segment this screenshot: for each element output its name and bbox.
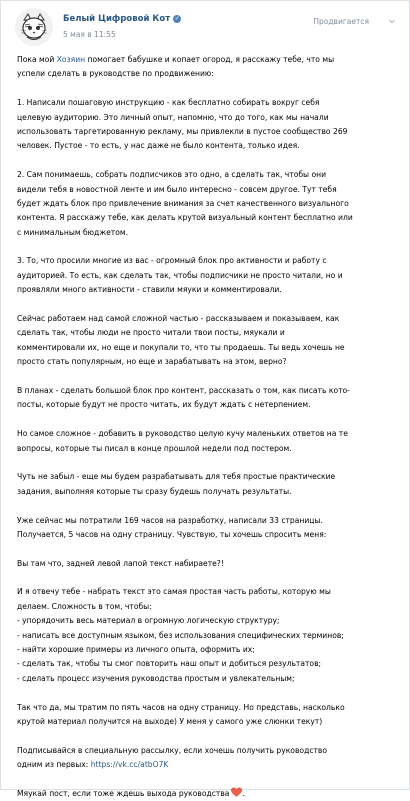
text-line: Но самое сложное - добавить в руководство целую кучу маленьких ответов на те [17,429,348,439]
text-line: человек. Пустое - то есть, у нас даже не было контента, только идея. [17,141,300,151]
heart-icon [231,787,245,798]
text-line: Уже сейчас мы потратили 169 часов на разработку, написали 33 страницы. [17,515,323,525]
text-line: В планах - сделать большой блок про контент, рассказать о том, как писать кото- [17,385,350,395]
text-line: крутой материал получится на выходе) У меня у самого уже слюнки текут) [17,716,323,726]
text-line: контента. Я расскажу тебе, как делать крутой визуальный контент бесплатно или [17,213,353,223]
avatar[interactable] [15,8,53,46]
text-line: Получается, 5 часов на одну страницу. Чувствую, ты хочешь спросить меня: [17,529,327,539]
text-line: - написать все доступным языком, без использования специфических терминов; [17,630,344,640]
text-line: проявляли много активности - ставили мяуки и комментировали. [17,285,282,295]
text-line: Подписывайся в специальную рассылку, если хочешь получить руководство [17,745,328,755]
author-name[interactable] [63,14,181,24]
chevron-down-icon[interactable]: ⌄ [386,12,398,27]
text-line: 3. То, что просили многие из вас - огромный блок про активности и работу с [17,256,327,266]
text-line: задания, выполняя которые ты сразу будешь получать результаты. [17,486,292,496]
post-text [17,53,397,801]
text-line: вопросы, которые ты писал в конце прошлой недели под постером. [17,443,292,453]
text-line: - сделать процесс изучения руководства простым и увлекательным; [17,673,295,683]
text-line: 1. Написали пошаговую инструкцию - как бесплатно собирать вокруг себя [17,98,320,108]
cat-logo-icon [15,8,53,46]
text-line-part: одним из первых: [17,760,91,770]
text-line: с минимальным бюджетом. [17,227,129,237]
text-line: Сейчас работаем над самой сложной частью - рассказываем и показываем, как [17,314,340,324]
text-line [17,787,397,801]
text-line: будет ждать блок про привлечение внимания за счет качественного визуального [17,198,349,208]
text-line: делаем. Сложность в том, чтобы: [17,601,152,611]
text-line [17,53,397,67]
text-line: сделать так, чтобы люди не просто читали твои посты, мяукали и [17,328,285,338]
text-line: Вы там что, задней левой лапой текст набираете?! [17,558,224,568]
text-line: - сделать так, чтобы ты смог повторить наш опыт и добиться результатов; [17,659,322,669]
promoted-label: Продвигается [313,17,369,26]
text-line: Чуть не забыл - еще мы будем разрабатывать для тебя простые практические [17,472,336,482]
author-name-text[interactable]: Белый Цифровой Кот [63,14,171,24]
text-line: успели сделать в руководстве по продвижению: [17,69,214,79]
text-line: - упорядочить весь материал в огромную логическую структуру; [17,616,280,626]
subscribe-link[interactable]: https://vk.cc/atbO7K [90,760,169,770]
text-line-part: Пока мой [17,55,57,64]
text-line: - найти хорошие примеры из личного опыта, оформить их; [17,645,255,655]
verified-icon: ✓ [174,15,180,22]
post-header [1,1,409,47]
text-line-part: помогает бабушке и копает огород, я расскажу тебе, что мы [85,55,335,64]
text-line-part: . [242,788,245,798]
text-line [17,758,397,772]
text-line: комментировали их, но еще и покупали то, что ты продаешь. Ты ведь хочешь не [17,342,345,352]
text-line: 2. Сам понимаешь, собрать подписчиков это одно, а сделать так, чтобы они [17,170,327,180]
text-line: целевую аудиторию. Это личный опыт, напомню, что до того, как мы начали [17,112,329,122]
post-date[interactable]: 5 мая в 11:55 [63,30,116,39]
text-line: посты, которые будут не просто читать, их будут ждать с нетерпением. [17,400,311,410]
text-line: просто стать популярным, но еще и зарабатывать на этом, верно? [17,357,287,367]
text-line-part: Мяукай пост, если тоже ждешь выхода руководства [17,788,230,798]
text-line: Так что да, мы тратим по пять часов на одну страницу. Но представь, насколько [17,702,345,712]
text-line: использовать таргетированную рекламу, мы привлекли в пустое сообщество 269 [17,126,348,136]
text-line: И я отвечу тебе - набрать текст это самая простая часть работы, которую мы [17,587,331,597]
owner-link[interactable]: Хозяин [56,55,86,64]
text-line: аудиторией. То есть, как сделать так, чтобы подписчики не просто читали, но и [17,270,343,280]
text-line: видели тебя в новостной ленте и им было интересно - совсем другое. Тут тебя [17,184,337,194]
